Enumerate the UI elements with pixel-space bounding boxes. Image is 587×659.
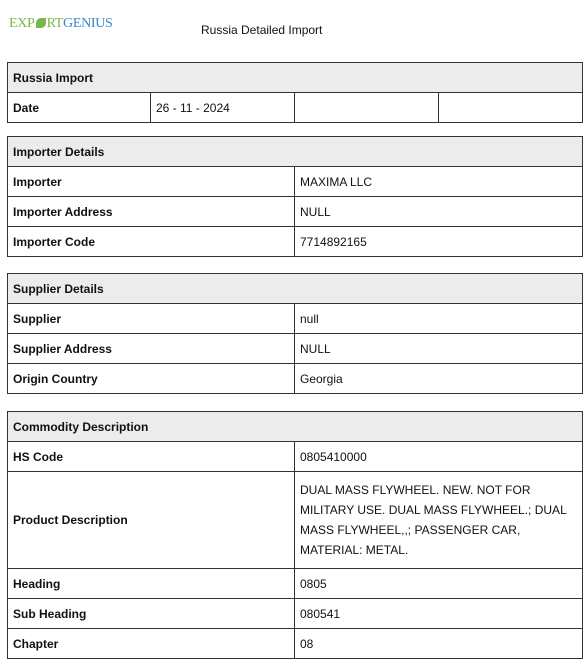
sub-heading-label: Sub Heading bbox=[8, 599, 295, 629]
exportgenius-logo bbox=[9, 12, 113, 36]
table-row bbox=[8, 569, 583, 599]
date-label: Date bbox=[8, 93, 151, 123]
hs-code-value: 0805410000 bbox=[295, 442, 583, 472]
heading-label: Heading bbox=[8, 569, 295, 599]
table-row bbox=[8, 167, 583, 197]
product-description-label: Product Description bbox=[8, 472, 295, 569]
importer-details-table bbox=[7, 136, 583, 257]
table-row bbox=[8, 93, 583, 123]
origin-country-value: Georgia bbox=[295, 364, 583, 394]
table-row bbox=[8, 629, 583, 659]
logo-text-3: GENIUS bbox=[63, 16, 113, 31]
importer-address-label: Importer Address bbox=[8, 197, 295, 227]
empty-cell bbox=[295, 93, 439, 123]
sub-heading-value: 080541 bbox=[295, 599, 583, 629]
importer-value: MAXIMA LLC bbox=[295, 167, 583, 197]
table-row bbox=[8, 197, 583, 227]
logo-text-2: RT bbox=[46, 16, 64, 31]
table-row bbox=[8, 599, 583, 629]
chapter-value: 08 bbox=[295, 629, 583, 659]
table-row bbox=[8, 364, 583, 394]
section-title-supplier-details: Supplier Details bbox=[8, 274, 583, 304]
section-title-importer-details: Importer Details bbox=[8, 137, 583, 167]
supplier-address-value: NULL bbox=[295, 334, 583, 364]
supplier-label: Supplier bbox=[8, 304, 295, 334]
russia-import-table bbox=[7, 62, 583, 123]
section-title-russia-import: Russia Import bbox=[8, 63, 583, 93]
date-value: 26 - 11 - 2024 bbox=[151, 93, 295, 123]
table-row bbox=[8, 442, 583, 472]
commodity-description-table bbox=[7, 411, 583, 659]
hs-code-label: HS Code bbox=[8, 442, 295, 472]
supplier-details-table bbox=[7, 273, 583, 394]
importer-code-label: Importer Code bbox=[8, 227, 295, 257]
table-row bbox=[8, 472, 583, 569]
table-row bbox=[8, 304, 583, 334]
leaf-icon bbox=[36, 18, 46, 28]
page-title: Russia Detailed Import bbox=[201, 23, 323, 37]
origin-country-label: Origin Country bbox=[8, 364, 295, 394]
importer-label: Importer bbox=[8, 167, 295, 197]
heading-value: 0805 bbox=[295, 569, 583, 599]
empty-cell bbox=[439, 93, 583, 123]
logo-text-1: EXP bbox=[9, 16, 35, 31]
importer-code-value: 7714892165 bbox=[295, 227, 583, 257]
product-description-value: DUAL MASS FLYWHEEL. NEW. NOT FOR MILITARY USE. DUAL MASS FLYWHEEL.; DUAL MASS FLYWHEEL,,; PASSENGER CAR, MATERIAL: METAL. bbox=[295, 472, 583, 569]
supplier-value: null bbox=[295, 304, 583, 334]
table-row bbox=[8, 334, 583, 364]
section-title-commodity-description: Commodity Description bbox=[8, 412, 583, 442]
supplier-address-label: Supplier Address bbox=[8, 334, 295, 364]
chapter-label: Chapter bbox=[8, 629, 295, 659]
table-row bbox=[8, 227, 583, 257]
importer-address-value: NULL bbox=[295, 197, 583, 227]
